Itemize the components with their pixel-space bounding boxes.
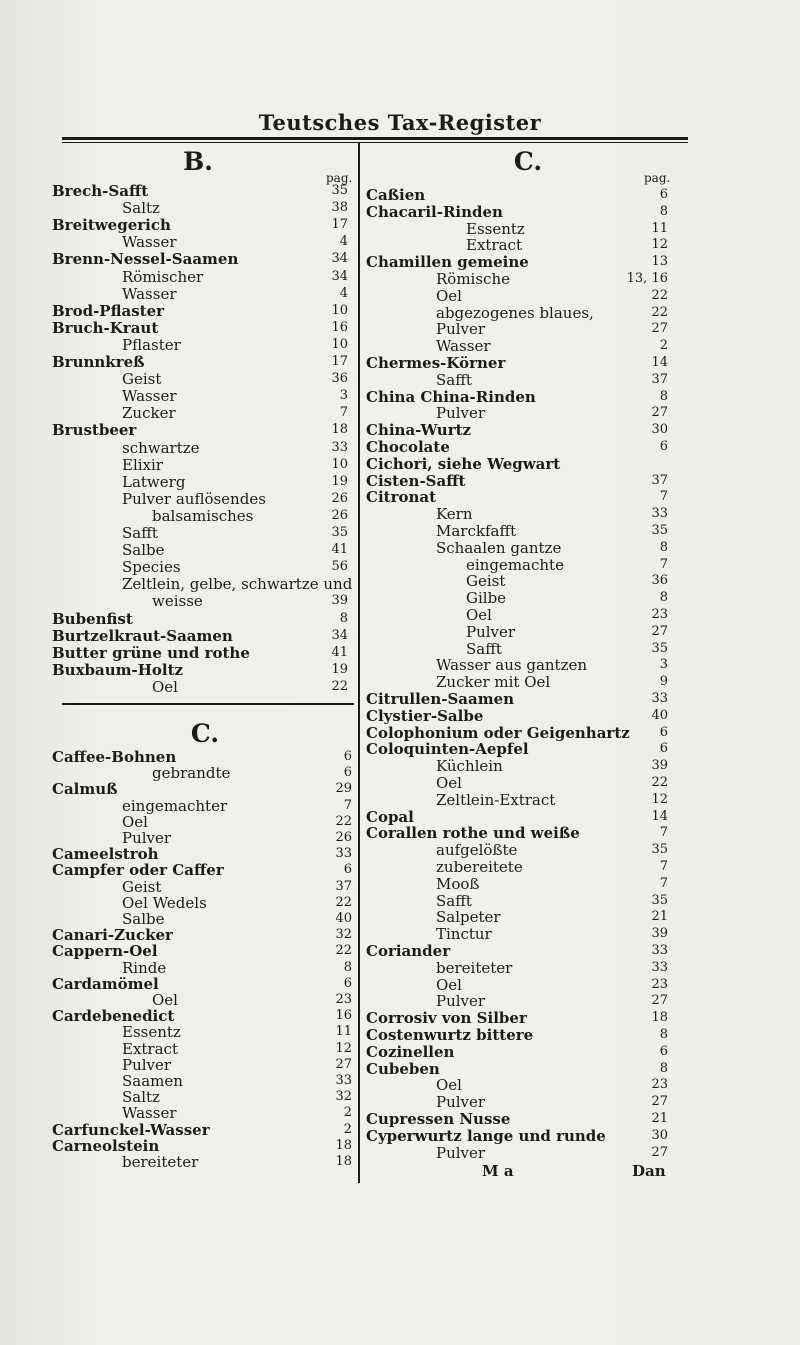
entry-term: Butter grüne und rothe bbox=[52, 643, 250, 662]
entry-page-number: 13 bbox=[651, 254, 668, 270]
entry-page-number: 2 bbox=[343, 1105, 352, 1121]
entry-term: Cameelstroh bbox=[52, 845, 159, 864]
pag-label: pag. bbox=[326, 171, 353, 185]
entry-page-number: 8 bbox=[659, 1027, 668, 1042]
entry-term: Wasser bbox=[122, 1104, 177, 1123]
entry-page-number: 35 bbox=[651, 892, 668, 908]
entry-page-number: 7 bbox=[659, 489, 668, 505]
entry-page-number: 38 bbox=[331, 200, 348, 216]
entry-page-number: 33 bbox=[651, 943, 668, 958]
entry-term: Oel bbox=[436, 1076, 462, 1095]
entry-page-number: 7 bbox=[343, 797, 352, 813]
entry-page-number: 18 bbox=[331, 422, 348, 438]
entry-page-number: 17 bbox=[331, 217, 348, 233]
entry-term: Brod-Pflaster bbox=[52, 301, 165, 320]
entry-page-number: 40 bbox=[651, 707, 668, 723]
entry-term: Pulver bbox=[436, 404, 486, 423]
entry-page-number: 23 bbox=[651, 607, 668, 622]
entry-term: Costenwurtz bittere bbox=[366, 1026, 534, 1044]
entry-page-number: 22 bbox=[651, 287, 668, 303]
entry-page-number: 9 bbox=[659, 674, 668, 690]
entry-page-number: 27 bbox=[651, 405, 668, 421]
entry-term: China-Wurtz bbox=[366, 421, 472, 440]
entry-page-number: 6 bbox=[343, 862, 352, 878]
entry-term: Citrullen-Saamen bbox=[366, 690, 515, 708]
entry-page-number: 37 bbox=[651, 472, 668, 488]
entry-page-number: 39 bbox=[651, 758, 668, 774]
entry-term: Canari-Zucker bbox=[52, 926, 173, 945]
entry-page-number: 16 bbox=[331, 319, 348, 335]
entry-page-number: 6 bbox=[659, 187, 668, 202]
entry-page-number: 29 bbox=[335, 781, 352, 797]
entry-page-number: 35 bbox=[651, 842, 668, 858]
entry-term: Calmuß bbox=[52, 780, 118, 799]
entry-page-number: 26 bbox=[335, 830, 352, 845]
section-letter-c-right: C. bbox=[513, 147, 543, 176]
entry-page-number: 34 bbox=[331, 251, 348, 267]
entry-term: Colophonium oder Geigenhartz bbox=[366, 723, 630, 742]
entry-term: Wasser bbox=[122, 284, 177, 303]
entry-term: Wasser bbox=[122, 233, 177, 252]
pag-label-right: pag. bbox=[644, 171, 671, 185]
entry-term: Essentz bbox=[122, 1023, 181, 1042]
entry-term: Geist bbox=[466, 572, 506, 591]
entry-page-number: 10 bbox=[331, 302, 348, 318]
entry-term: Kern bbox=[436, 505, 473, 524]
entry-page-number: 26 bbox=[331, 507, 348, 523]
entry-page-number: 33 bbox=[331, 439, 348, 455]
entry-term: Caffee-Bohnen bbox=[52, 748, 177, 766]
entry-page-number: 22 bbox=[335, 943, 352, 959]
entry-page-number: 13, 16 bbox=[626, 271, 668, 286]
entry-page-number: 3 bbox=[339, 388, 348, 404]
entry-page-number: 36 bbox=[651, 573, 668, 589]
entry-term: Tinctur bbox=[436, 925, 492, 944]
entry-term: Safft bbox=[466, 639, 502, 658]
entry-term: Brech-Safft bbox=[52, 182, 149, 200]
entry-term: bereiteter bbox=[436, 958, 513, 977]
entry-page-number: 27 bbox=[651, 321, 668, 337]
entry-page-number: 27 bbox=[651, 1094, 668, 1110]
entry-term: Safft bbox=[122, 524, 158, 542]
entry-term: Brenn-Nessel-Saamen bbox=[52, 250, 239, 269]
entry-term: Essentz bbox=[466, 219, 525, 238]
entry-page-number: 22 bbox=[331, 678, 348, 694]
entry-page-number: 16 bbox=[335, 1008, 352, 1024]
entry-term: Elixir bbox=[122, 455, 163, 474]
entry-term: Cupressen Nusse bbox=[366, 1110, 511, 1128]
entry-term: Zeltlein, gelbe, schwartze und bbox=[122, 575, 353, 594]
section-letter-c: C. bbox=[190, 719, 220, 748]
entry-page-number: 19 bbox=[331, 661, 348, 677]
entry-page-number: 11 bbox=[335, 1024, 352, 1040]
entry-term: Copal bbox=[366, 807, 414, 826]
entry-page-number: 8 bbox=[659, 590, 668, 606]
entry-page-number: 35 bbox=[331, 183, 348, 198]
entry-term: Chocolate bbox=[366, 438, 450, 456]
entry-term: Saltz bbox=[122, 199, 160, 218]
entry-page-number: 26 bbox=[331, 490, 348, 506]
entry-page-number: 6 bbox=[343, 765, 352, 781]
entry-page-number: 23 bbox=[651, 1077, 668, 1093]
entry-page-number: 35 bbox=[651, 523, 668, 538]
entry-page-number: 22 bbox=[651, 775, 668, 790]
entry-page-number: 23 bbox=[335, 992, 352, 1007]
entry-page-number: 39 bbox=[651, 926, 668, 942]
entry-page-number: 8 bbox=[659, 203, 668, 219]
entry-term: Pulver bbox=[466, 622, 516, 641]
entry-page-number: 17 bbox=[331, 354, 348, 369]
entry-page-number: 27 bbox=[651, 623, 668, 639]
entry-term: Safft bbox=[436, 370, 472, 389]
entry-page-number: 2 bbox=[343, 1121, 352, 1137]
entry-term: Safft bbox=[436, 891, 472, 910]
entry-term: eingemachter bbox=[122, 796, 228, 815]
section-letter-b: B. bbox=[183, 147, 213, 176]
entry-term: Pulver bbox=[436, 992, 486, 1011]
entry-page-number: 21 bbox=[651, 909, 668, 925]
entry-term: eingemachte bbox=[466, 555, 564, 574]
entry-term: Corallen rothe und weiße bbox=[366, 824, 580, 843]
entry-term: Carneolstein bbox=[52, 1136, 160, 1155]
entry-term: Chacaril-Rinden bbox=[366, 202, 503, 221]
entry-term: Cisten-Safft bbox=[366, 471, 466, 490]
entry-term: Saamen bbox=[122, 1072, 183, 1090]
entry-term: Römische bbox=[436, 270, 510, 288]
page-title: Teutsches Tax-Register bbox=[258, 110, 542, 135]
entry-page-number: 4 bbox=[339, 234, 348, 250]
entry-page-number: 23 bbox=[651, 976, 668, 992]
entry-term: Carfunckel-Wasser bbox=[52, 1120, 210, 1139]
entry-page-number: 27 bbox=[651, 1144, 668, 1160]
entry-page-number: 37 bbox=[335, 878, 352, 894]
entry-page-number: 33 bbox=[651, 506, 668, 522]
entry-term: Römischer bbox=[122, 267, 204, 286]
entry-term: Geist bbox=[122, 877, 162, 896]
entry-page-number: 22 bbox=[335, 813, 352, 829]
entry-page-number: 18 bbox=[335, 1137, 352, 1153]
entry-term: bereiteter bbox=[122, 1153, 199, 1171]
entry-page-number: 3 bbox=[659, 657, 668, 673]
entry-page-number: 22 bbox=[651, 304, 668, 320]
entry-term: Cardamömel bbox=[52, 974, 159, 993]
entry-page-number: 56 bbox=[331, 559, 348, 575]
index-entry bbox=[366, 1143, 668, 1163]
entry-term: Oel bbox=[466, 606, 492, 624]
entry-page-number: 33 bbox=[651, 691, 668, 706]
entry-term: balsamisches bbox=[152, 506, 254, 525]
entry-term: Geist bbox=[122, 370, 162, 389]
entry-term: Bubenfist bbox=[52, 609, 133, 628]
entry-term: Cozinellen bbox=[366, 1042, 455, 1061]
entry-page-number: 7 bbox=[659, 825, 668, 841]
entry-term: Pulver bbox=[436, 320, 486, 339]
entry-page-number: 8 bbox=[659, 1060, 668, 1076]
entry-term: zubereitete bbox=[436, 858, 523, 876]
entry-term: Pulver bbox=[122, 1055, 172, 1074]
entry-page-number: 32 bbox=[335, 1089, 352, 1105]
entry-term: Zeltlein-Extract bbox=[436, 790, 556, 809]
entry-term: Brustbeer bbox=[52, 421, 137, 440]
entry-page-number: 21 bbox=[651, 1111, 668, 1126]
entry-term: gebrandte bbox=[152, 764, 231, 783]
entry-term: Extract bbox=[122, 1039, 178, 1058]
entry-term: weisse bbox=[152, 592, 203, 611]
entry-page-number: 36 bbox=[331, 371, 348, 387]
entry-term: Gilbe bbox=[466, 589, 507, 608]
entry-page-number: 37 bbox=[651, 371, 668, 387]
entry-term: Saltz bbox=[122, 1088, 160, 1107]
signature-mark: M a bbox=[482, 1162, 514, 1180]
entry-page-number: 12 bbox=[651, 791, 668, 807]
entry-page-number: 27 bbox=[335, 1056, 352, 1072]
entry-term: Oel Wedels bbox=[122, 893, 207, 912]
entry-term: Cappern-Oel bbox=[52, 942, 158, 961]
entry-page-number: 19 bbox=[331, 473, 348, 489]
entry-page-number: 6 bbox=[659, 741, 668, 757]
entry-term: schwartze bbox=[122, 438, 200, 457]
entry-page-number: 18 bbox=[335, 1154, 352, 1169]
entry-page-number: 41 bbox=[331, 542, 348, 558]
entry-page-number: 40 bbox=[335, 911, 352, 926]
entry-page-number: 14 bbox=[651, 355, 668, 370]
entry-page-number: 33 bbox=[335, 1073, 352, 1088]
entry-page-number: 34 bbox=[331, 627, 348, 643]
entry-page-number: 7 bbox=[659, 859, 668, 874]
entry-term: Pulver bbox=[436, 1093, 486, 1112]
entry-term: Küchlein bbox=[436, 757, 503, 776]
entry-term: Oel bbox=[436, 774, 462, 792]
entry-term: Caßien bbox=[366, 186, 426, 204]
entry-page-number: 7 bbox=[339, 405, 348, 421]
entry-term: Wasser bbox=[122, 387, 177, 406]
entry-term: China China-Rinden bbox=[366, 387, 536, 406]
entry-page-number: 8 bbox=[343, 959, 352, 975]
entry-term: Extract bbox=[466, 236, 522, 255]
entry-page-number: 7 bbox=[659, 875, 668, 891]
entry-term: Cardebenedict bbox=[52, 1007, 175, 1026]
entry-term: Latwerg bbox=[122, 472, 186, 491]
entry-page-number: 8 bbox=[659, 388, 668, 404]
entry-page-number: 6 bbox=[659, 724, 668, 740]
entry-page-number: 4 bbox=[339, 285, 348, 301]
catchword: Dan bbox=[632, 1162, 666, 1180]
entry-term: Buxbaum-Holtz bbox=[52, 660, 184, 679]
entry-term: Citronat bbox=[366, 488, 437, 507]
entry-term: Bruch-Kraut bbox=[52, 318, 159, 337]
entry-term: Pflaster bbox=[122, 335, 181, 354]
entry-page-number: 7 bbox=[659, 556, 668, 572]
entry-page-number: 10 bbox=[331, 456, 348, 472]
entry-page-number: 12 bbox=[335, 1040, 352, 1056]
entry-page-number: 8 bbox=[339, 610, 348, 626]
entry-page-number: 33 bbox=[335, 846, 352, 862]
entry-term: Pulver bbox=[436, 1143, 486, 1162]
entry-page-number: 8 bbox=[659, 539, 668, 555]
entry-term: Cyperwurtz lange und runde bbox=[366, 1126, 606, 1145]
entry-term: Coloquinten-Aepfel bbox=[366, 740, 529, 759]
entry-page-number: 30 bbox=[651, 1127, 668, 1143]
entry-term: Zucker bbox=[122, 404, 176, 423]
entry-term: Pulver bbox=[122, 829, 172, 847]
entry-term: Coriander bbox=[366, 942, 451, 960]
entry-term: Chermes-Körner bbox=[366, 354, 506, 372]
entry-page-number: 6 bbox=[343, 749, 352, 764]
entry-term: Marckfafft bbox=[436, 522, 517, 540]
entry-page-number: 2 bbox=[659, 338, 668, 354]
entry-term: Oel bbox=[152, 991, 178, 1009]
entry-term: Pulver auflösendes bbox=[122, 489, 266, 508]
entry-page-number: 32 bbox=[335, 927, 352, 943]
entry-term: Cubeben bbox=[366, 1059, 440, 1078]
entry-term: Salpeter bbox=[436, 908, 501, 927]
entry-page-number: 10 bbox=[331, 336, 348, 352]
entry-term: Corrosiv von Silber bbox=[366, 1009, 527, 1028]
entry-term: Schaalen gantze bbox=[436, 538, 562, 557]
entry-term: Breitwegerich bbox=[52, 216, 171, 235]
entry-term: Oel bbox=[152, 677, 178, 696]
entry-page-number: 33 bbox=[651, 959, 668, 975]
entry-page-number: 35 bbox=[331, 525, 348, 540]
entry-page-number: 6 bbox=[659, 439, 668, 454]
entry-term: Salbe bbox=[122, 541, 165, 560]
entry-page-number: 27 bbox=[651, 993, 668, 1009]
entry-term: aufgelößte bbox=[436, 841, 518, 860]
entry-term: Clystier-Salbe bbox=[366, 706, 484, 725]
entry-term: Brunnkreß bbox=[52, 353, 145, 371]
entry-term: Oel bbox=[436, 286, 462, 305]
entry-page-number: 22 bbox=[335, 894, 352, 910]
entry-term: Zucker mit Oel bbox=[436, 673, 551, 692]
entry-page-number: 39 bbox=[331, 593, 348, 609]
entry-term: Campfer oder Caffer bbox=[52, 861, 224, 880]
entry-page-number: 34 bbox=[331, 268, 348, 284]
entry-page-number: 14 bbox=[651, 808, 668, 824]
entry-page-number: 6 bbox=[659, 1043, 668, 1059]
entry-term: Wasser aus gantzen bbox=[436, 656, 588, 675]
entry-term: Species bbox=[122, 558, 181, 577]
entry-term: Chamillen gemeine bbox=[366, 253, 529, 272]
entry-term: Salbe bbox=[122, 910, 165, 928]
entry-page-number: 12 bbox=[651, 237, 668, 253]
entry-page-number: 30 bbox=[651, 422, 668, 438]
entry-term: Oel bbox=[436, 975, 462, 994]
entry-term: Mooß bbox=[436, 874, 480, 893]
entry-term: Rinde bbox=[122, 958, 167, 977]
entry-page-number: 18 bbox=[651, 1010, 668, 1026]
entry-page-number: 11 bbox=[651, 220, 668, 236]
entry-term: Wasser bbox=[436, 337, 491, 356]
entry-page-number: 41 bbox=[331, 644, 348, 660]
entry-page-number: 35 bbox=[651, 640, 668, 656]
entry-term: Cichori, siehe Wegwart bbox=[366, 454, 561, 473]
entry-term: Oel bbox=[122, 812, 148, 831]
entry-term: abgezogenes blaues, bbox=[436, 303, 594, 322]
entry-term: Burtzelkraut-Saamen bbox=[52, 626, 233, 645]
entry-page-number: 6 bbox=[343, 975, 352, 991]
